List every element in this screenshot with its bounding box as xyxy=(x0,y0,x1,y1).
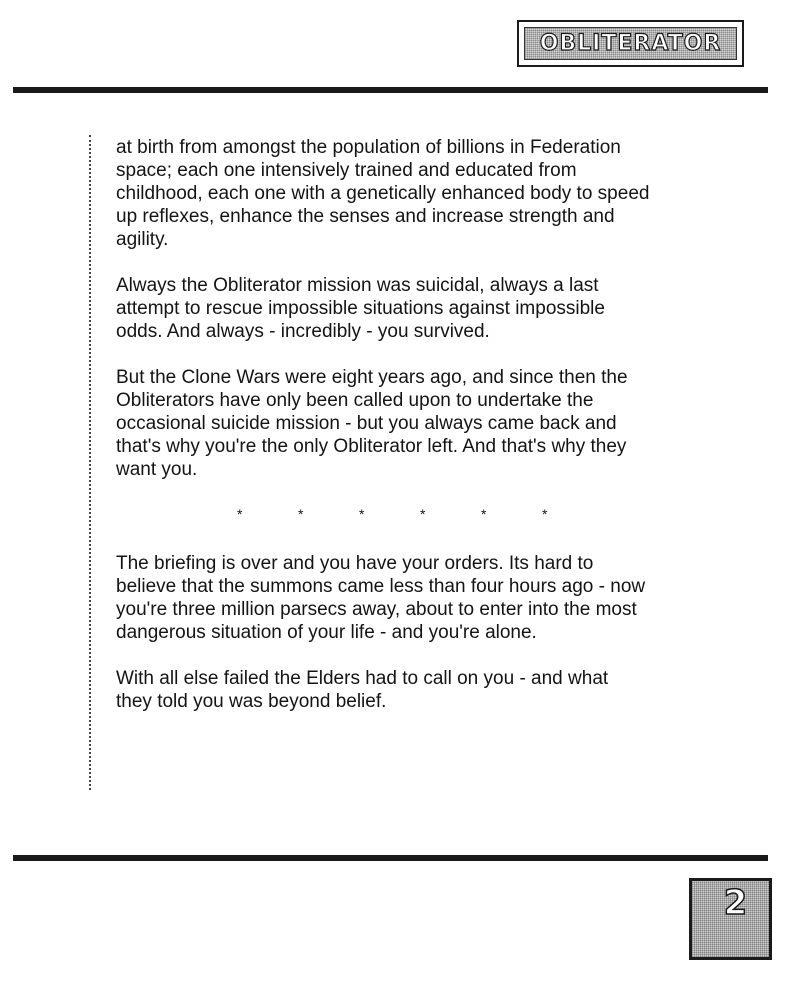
page-title: OBLITERATOR xyxy=(539,31,722,56)
section-separator xyxy=(116,504,706,524)
separator-star: * xyxy=(359,506,365,522)
bottom-rule xyxy=(13,855,768,861)
separator-star: * xyxy=(237,506,243,522)
top-rule xyxy=(13,87,768,93)
separator-star: * xyxy=(298,506,304,522)
page-number-box xyxy=(689,878,772,960)
separator-star: * xyxy=(481,506,487,522)
paragraph: But the Clone Wars were eight years ago, and since then the Obliterators have only been called upon to undertake the occasional suicide mission - but you always came back and that's why you're the only Obliterator left. And that's why they want you. xyxy=(116,367,628,480)
body-text xyxy=(116,136,706,736)
separator-star: * xyxy=(420,506,426,522)
margin-dotted-line xyxy=(89,135,91,790)
title-box xyxy=(517,20,744,67)
paragraph: at birth from amongst the population of billions in Federation space; each one intensively trained and educated from childhood, each one with a genetically enhanced body to speed up reflexes, enhance the senses and increase strength and agility. xyxy=(116,137,650,250)
paragraph: Always the Obliterator mission was suicidal, always a last attempt to rescue impossible situations against impossible odds. And always - incredibly - you survived. xyxy=(116,275,605,342)
title-panel xyxy=(524,27,737,60)
paragraph: With all else failed the Elders had to call on you - and what they told you was beyond belief. xyxy=(116,668,609,712)
separator-star: * xyxy=(542,506,548,522)
paragraph: The briefing is over and you have your orders. Its hard to believe that the summons came less than four hours ago - now you're three million parsecs away, about to enter into the most dangerous situation of your life - and you're alone. xyxy=(116,553,646,643)
page-number: 2 xyxy=(723,883,748,923)
